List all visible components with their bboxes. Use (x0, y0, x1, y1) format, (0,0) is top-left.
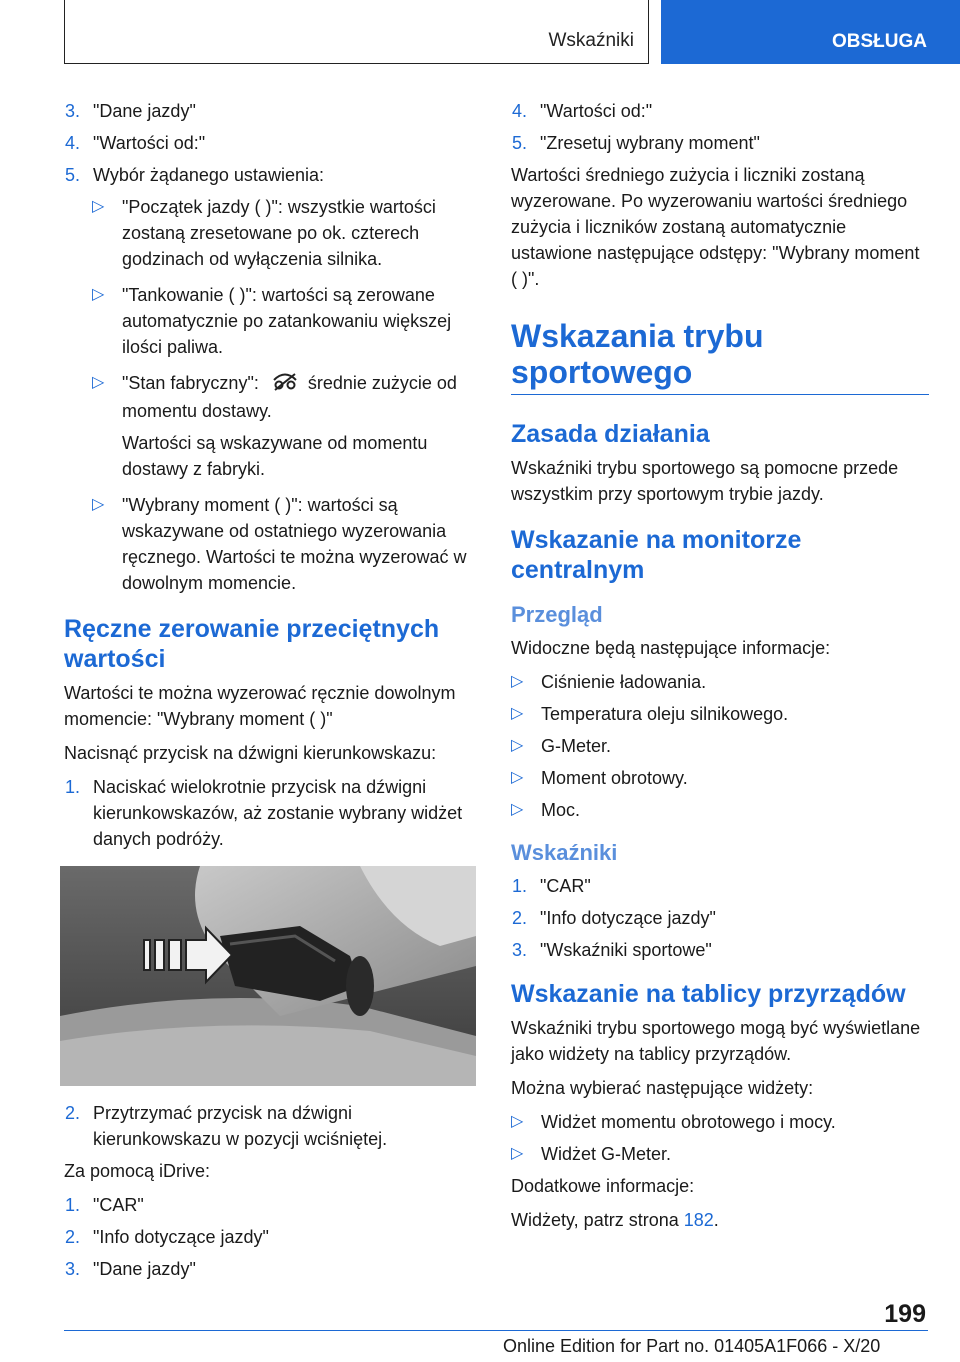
list-item (64, 98, 478, 124)
paragraph: Wartości średniego zużycia i liczniki zostaną wyzerowane. Po wyzerowaniu wartości średniego zużycia i liczników zostaną automatycznie ustawione następujące odstępy: "Wybrany moment ( )". (511, 165, 920, 289)
list-item (511, 873, 929, 899)
list-text: "Info dotyczące jazdy" (93, 1226, 269, 1247)
list-item (511, 98, 929, 124)
bullet-item (511, 1109, 929, 1135)
bullet-text: Temperatura oleju silnikowego. (541, 704, 789, 724)
list-text: "Info dotyczące jazdy" (540, 908, 716, 928)
list-number: 2. (65, 1226, 81, 1247)
list-number: 4. (512, 101, 528, 121)
triangle-right-icon: ▷ (92, 198, 105, 215)
reference-text: . (713, 1210, 719, 1230)
list-text: "Zresetuj wybrany moment" (540, 133, 760, 153)
triangle-right-icon: ▷ (92, 374, 105, 391)
bullet-note: Wartości są wskazywane od momentu dostawy z fabryki. (122, 432, 428, 479)
list-text: Naciskać wielokrotnie przycisk na dźwigni kierunkowskazów, aż zostanie wybrany widżet danych podróży. (93, 776, 463, 849)
bullet-text: "Początek jazdy ( )": wszystkie wartości zostaną zresetowane po ok. czterech godzinach od wyłączenia silnika. (122, 197, 436, 269)
triangle-right-icon: ▷ (511, 737, 524, 754)
list-text: "Wartości od:" (540, 101, 653, 121)
bullet-item (64, 492, 478, 596)
triangle-right-icon: ▷ (92, 286, 105, 303)
list-text: Przytrzymać przycisk na dźwigni kierunkowskazu w pozycji wciśniętej. (93, 1102, 388, 1149)
factory-reset-icon (272, 371, 298, 398)
header-section-title: Wskaźniki (548, 30, 634, 51)
footer-rule (64, 1330, 928, 1331)
list-text: "Dane jazdy" (93, 101, 196, 121)
paragraph: Wskaźniki trybu sportowego mogą być wyświetlane jako widżety na tablicy przyrządów. (511, 1018, 921, 1064)
heading-rule (511, 394, 929, 395)
section-heading: Ręczne zerowanie przeciętnych wartości (64, 614, 440, 673)
bullet-item (511, 765, 929, 791)
bullet-text: "Tankowanie ( )": wartości są zerowane automatycznie po zatankowaniu większej ilości paliwa. (122, 285, 452, 357)
triangle-right-icon: ▷ (511, 673, 524, 690)
list-number: 1. (65, 776, 81, 797)
footer-edition: Online Edition for Part no. 01405A1F066 - X/20 (503, 1336, 881, 1356)
chapter-heading: Wskazania trybu sportowego (511, 318, 764, 390)
list-number: 4. (65, 133, 81, 153)
bullet-text: Moment obrotowy. (541, 768, 688, 788)
bullet-text: Moc. (541, 800, 581, 820)
paragraph: Wskaźniki trybu sportowego są pomocne przede wszystkim przy sportowym trybie jazdy. (511, 458, 899, 504)
bullet-text: Widżet momentu obrotowego i mocy. (541, 1112, 836, 1132)
bullet-text: "Wybrany moment ( )": wartości są wskazywane od ostatniego wyzerowania ręcznego. Wartości te można wyzerować w dowolnym momencie. (122, 494, 467, 593)
bullet-text: "Stan fabryczny": (122, 373, 264, 393)
reference-text: Widżety, patrz strona (511, 1210, 684, 1230)
list-item (64, 1192, 478, 1218)
page-link[interactable]: 182 (683, 1210, 714, 1230)
bullet-text: Widżet G-Meter. (541, 1144, 672, 1164)
paragraph: Dodatkowe informacje: (511, 1176, 695, 1196)
bullet-item (511, 733, 929, 759)
list-number: 2. (65, 1102, 81, 1123)
triangle-right-icon: ▷ (92, 495, 105, 513)
triangle-right-icon: ▷ (511, 1113, 524, 1130)
bullet-item (64, 194, 478, 272)
list-number: 5. (65, 165, 81, 185)
bullet-text: średnie zużycie od momentu dostawy. (122, 373, 457, 421)
section-heading: Wskazanie na monitorze centralnym (511, 526, 802, 584)
running-header (64, 0, 649, 64)
paragraph: Za pomocą iDrive: (64, 1160, 211, 1181)
bullet-text: Ciśnienie ładowania. (541, 672, 707, 692)
page-number: 199 (884, 1300, 926, 1328)
list-number: 2. (512, 908, 528, 928)
section-heading: Wskazanie na tablicy przyrządów (511, 980, 906, 1008)
list-item (511, 905, 929, 931)
paragraph: Można wybierać następujące widżety: (511, 1078, 814, 1098)
list-number: 3. (512, 940, 528, 960)
list-item (511, 937, 929, 963)
list-number: 1. (512, 876, 528, 896)
triangle-right-icon: ▷ (511, 769, 524, 786)
left-column (64, 98, 478, 1288)
paragraph: Wartości te można wyzerować ręcznie dowolnym momencie: "Wybrany moment ( )" (64, 682, 456, 729)
bullet-item (64, 370, 478, 424)
section-heading: Zasada działania (511, 420, 710, 448)
bullet-item (511, 797, 929, 823)
right-column (511, 98, 929, 1241)
list-number: 3. (65, 1258, 81, 1279)
paragraph: Nacisnąć przycisk na dźwigni kierunkowskazu: (64, 742, 437, 763)
turn-signal-lever-figure (60, 866, 476, 1086)
list-item (64, 774, 478, 852)
list-item (64, 1224, 478, 1250)
paragraph: Widoczne będą następujące informacje: (511, 638, 831, 658)
list-text: Wybór żądanego ustawienia: (93, 165, 324, 185)
list-number: 1. (65, 1194, 81, 1215)
list-item (511, 130, 929, 156)
bullet-text: G-Meter. (541, 736, 612, 756)
triangle-right-icon: ▷ (511, 801, 524, 818)
triangle-right-icon: ▷ (511, 705, 524, 722)
list-text: "Dane jazdy" (93, 1258, 196, 1279)
list-number: 5. (512, 133, 528, 153)
page-reference (511, 1207, 929, 1233)
list-item (64, 1100, 478, 1152)
list-number: 3. (65, 101, 81, 121)
triangle-right-icon: ▷ (511, 1145, 524, 1162)
bullet-item (511, 701, 929, 727)
list-item (64, 162, 478, 188)
bullet-item (511, 1141, 929, 1167)
subsection-heading: Wskaźniki (511, 840, 618, 865)
list-text: "CAR" (93, 1194, 144, 1215)
list-text: "Wartości od:" (93, 133, 206, 153)
subsection-heading: Przegląd (511, 602, 603, 627)
bullet-item (511, 669, 929, 695)
list-item (64, 1256, 478, 1282)
list-text: "CAR" (540, 876, 591, 896)
header-chapter-tab: OBSŁUGA (661, 0, 960, 64)
list-item (64, 130, 478, 156)
bullet-item (64, 282, 478, 360)
list-text: "Wskaźniki sportowe" (540, 940, 712, 960)
